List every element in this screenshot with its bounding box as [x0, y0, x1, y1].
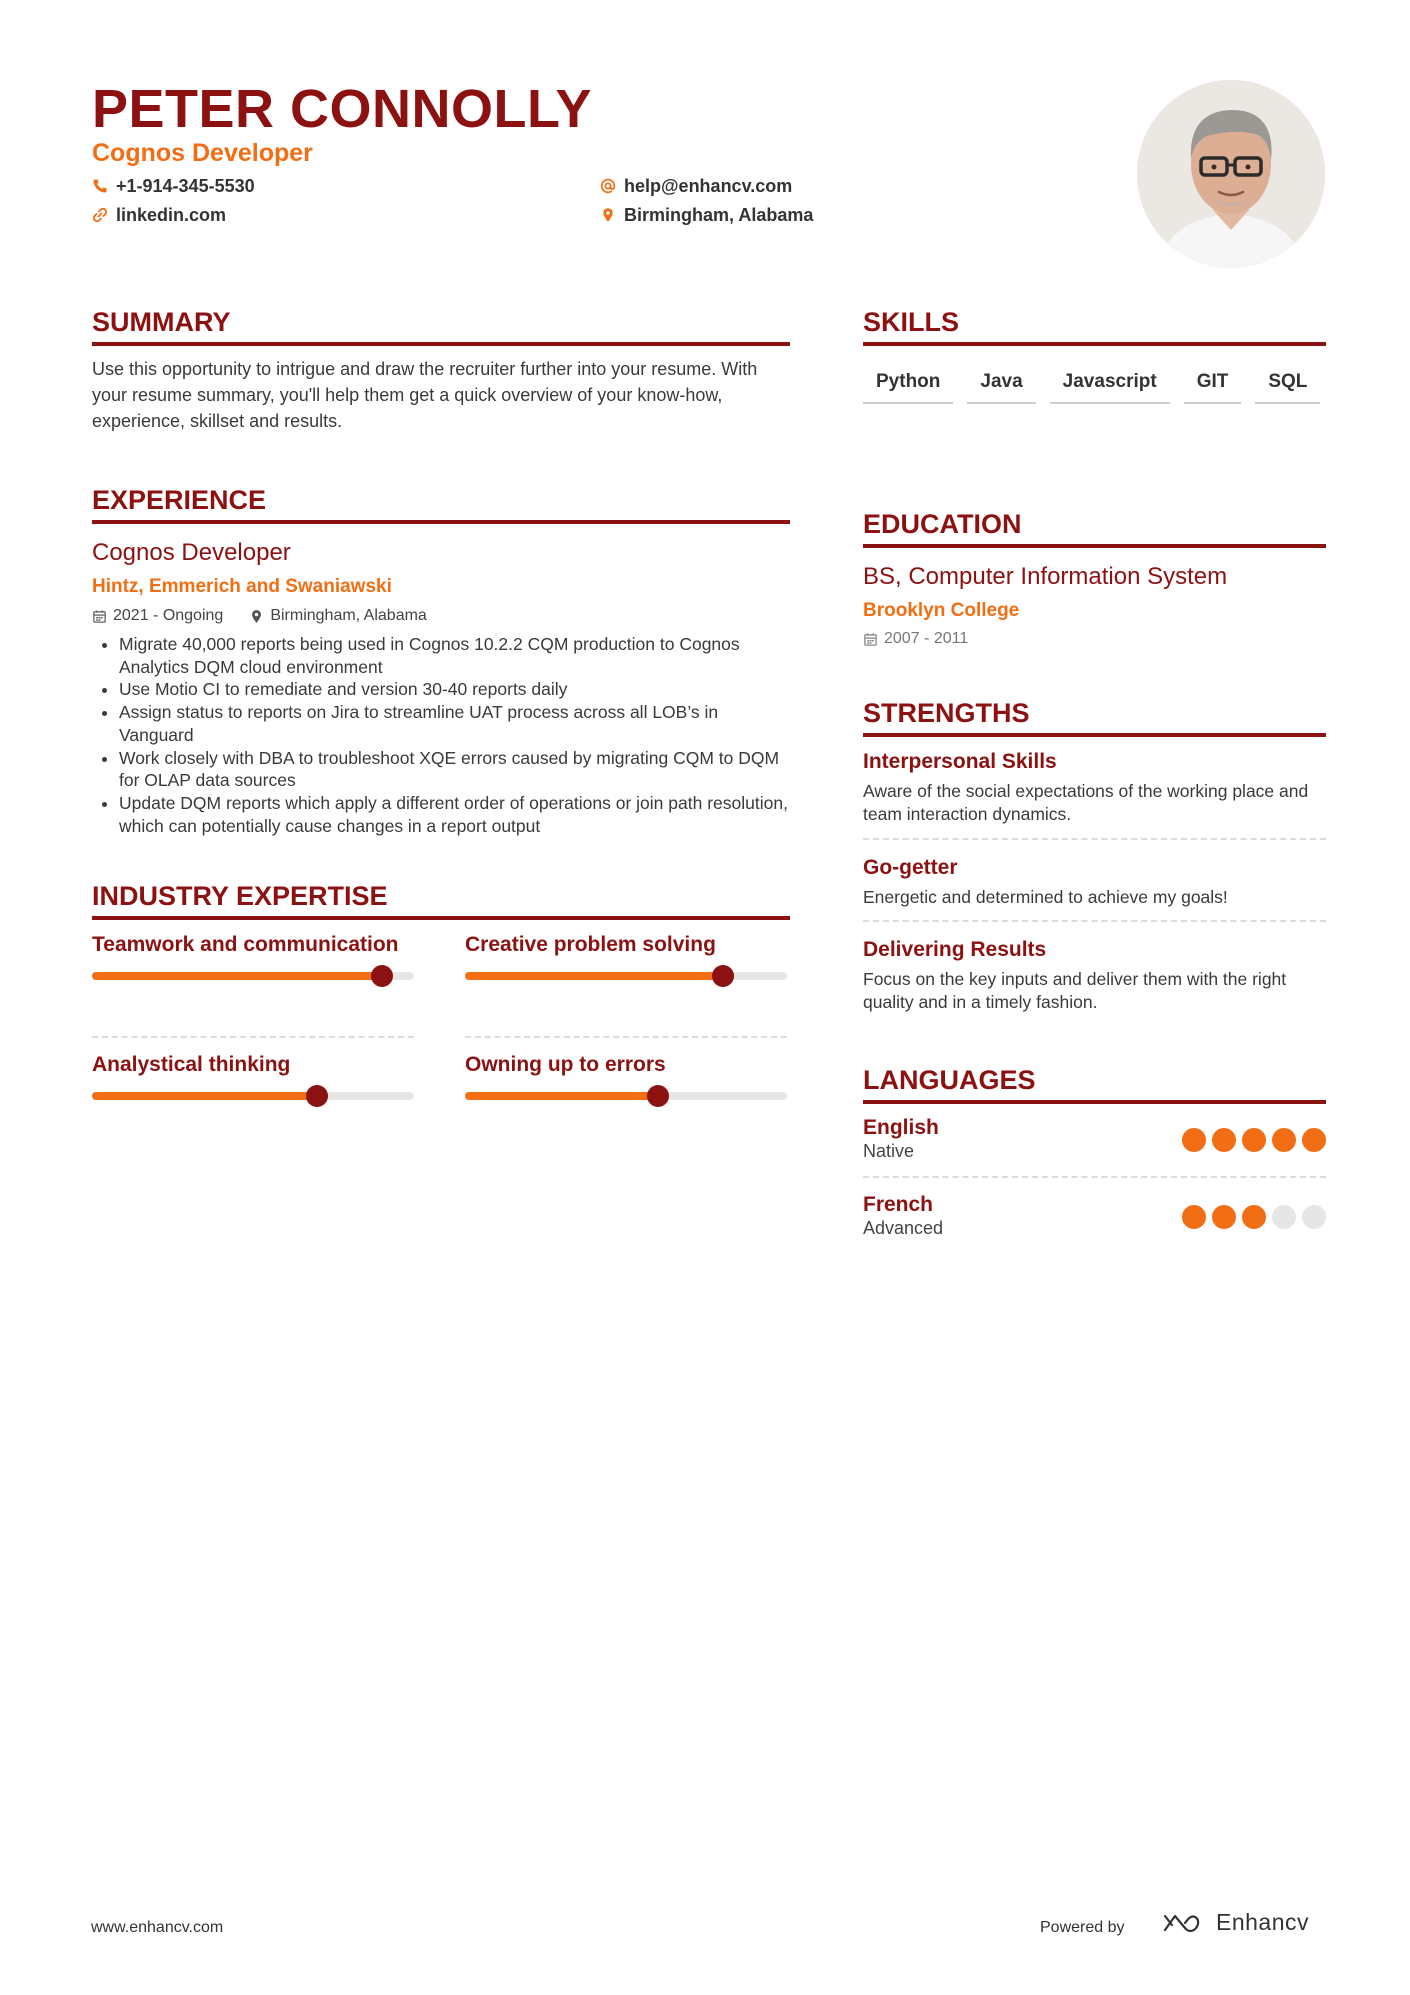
profile-photo [1137, 80, 1325, 268]
rating-dot [1242, 1128, 1266, 1152]
expertise-bar-knob [306, 1085, 328, 1107]
skills-section [863, 306, 1326, 346]
rating-dot [1212, 1128, 1236, 1152]
link-icon [92, 207, 108, 223]
expertise-item [92, 1052, 414, 1100]
skills-list [863, 370, 1326, 404]
contact-phone [92, 174, 255, 198]
expertise-bar-fill [92, 1092, 317, 1100]
summary-title: SUMMARY [92, 306, 790, 346]
candidate-role: Cognos Developer [92, 139, 313, 167]
expertise-bar [465, 972, 787, 980]
rating-dot [1302, 1128, 1326, 1152]
rating-dot [1212, 1205, 1236, 1229]
job-location [249, 605, 427, 627]
rating-dot [1182, 1128, 1206, 1152]
expertise-label: Teamwork and communication [92, 933, 399, 956]
job-dates [92, 605, 223, 627]
phone-text: +1-914-345-5530 [116, 176, 255, 196]
map-pin-icon [249, 609, 264, 624]
skill-tag: GIT [1184, 370, 1242, 404]
linkedin-text[interactable]: linkedin.com [116, 205, 227, 225]
language-level: Native [863, 1141, 915, 1161]
strength-title: Delivering Results [863, 938, 1047, 961]
expertise-bar-knob [647, 1085, 669, 1107]
skills-title: SKILLS [863, 306, 1326, 346]
education-dates [863, 628, 1326, 650]
languages-title: LANGUAGES [863, 1064, 1326, 1104]
experience-item [92, 538, 790, 837]
job-bullets [92, 633, 790, 837]
expertise-label: Owning up to errors [465, 1053, 666, 1076]
portrait-image [1137, 80, 1325, 268]
summary-text: Use this opportunity to intrigue and draw the recruiter further into your resume. With your resume summary, you'll help them get a quick overview of your know-how, experience, skillset and results. [92, 359, 758, 431]
expertise-label: Analystical thinking [92, 1053, 291, 1076]
strength-title: Interpersonal Skills [863, 750, 1057, 773]
job-bullet: • Use Motio CI to remediate and version 30-40 reports daily [119, 678, 790, 701]
summary-section [92, 306, 790, 434]
education-title: EDUCATION [863, 508, 1326, 548]
job-bullet: • Update DQM reports which apply a different order of operations or join path resolution, which can potentially cause changes in a report output [119, 792, 790, 837]
strength-title: Go-getter [863, 856, 958, 879]
job-company: Hintz, Emmerich and Swaniawski [92, 576, 392, 597]
divider [863, 1176, 1326, 1178]
map-pin-icon [600, 207, 616, 223]
calendar-icon [863, 632, 878, 647]
expertise-bar [465, 1092, 787, 1100]
experience-section [92, 484, 790, 837]
education-degree: BS, Computer Information System [863, 563, 1228, 590]
contact-linkedin[interactable] [92, 203, 226, 227]
contact-email[interactable] [600, 174, 792, 198]
rating-dot [1242, 1205, 1266, 1229]
phone-icon [92, 178, 108, 194]
location-text: Birmingham, Alabama [624, 205, 814, 225]
job-bullet: • Migrate 40,000 reports being used in Cognos 10.2.2 CQM production to Cognos Analytics DQM cloud environment [119, 633, 790, 678]
footer-powered-by: Powered by [1040, 1919, 1125, 1936]
language-rating [1182, 1205, 1326, 1229]
language-level: Advanced [863, 1218, 944, 1238]
expertise-bar [92, 972, 414, 980]
strength-item [863, 749, 1326, 826]
language-name: English [863, 1116, 939, 1139]
footer-website[interactable]: www.enhancv.com [91, 1919, 224, 1936]
job-bullet: • Assign status to reports on Jira to streamline UAT process across all LOB’s in Vanguard [119, 701, 790, 746]
divider [863, 920, 1326, 922]
contact-location [600, 203, 813, 227]
expertise-label: Creative problem solving [465, 933, 716, 956]
experience-title: EXPERIENCE [92, 484, 790, 524]
language-item [863, 1116, 1326, 1162]
education-section [863, 508, 1326, 650]
expertise-bar-knob [371, 965, 393, 987]
expertise-bar-fill [465, 972, 723, 980]
expertise-section [92, 880, 790, 920]
expertise-item [92, 932, 414, 980]
calendar-icon [92, 609, 107, 624]
strengths-section [863, 697, 1326, 737]
divider [863, 838, 1326, 840]
divider [465, 1036, 787, 1038]
rating-dot [1302, 1205, 1326, 1229]
enhancv-logo-icon [1162, 1911, 1208, 1935]
strengths-title: STRENGTHS [863, 697, 1326, 737]
rating-dot [1182, 1205, 1206, 1229]
strength-desc: Aware of the social expectations of the working place and team interaction dynamics. [863, 781, 1309, 824]
rating-dot [1272, 1205, 1296, 1229]
skill-tag: SQL [1255, 370, 1320, 404]
education-school: Brooklyn College [863, 600, 1020, 621]
rating-dot [1272, 1128, 1296, 1152]
enhancv-logo[interactable] [1162, 1909, 1309, 1936]
job-dates-text: 2021 - Ongoing [113, 607, 224, 624]
expertise-item [465, 932, 787, 980]
strength-item [863, 855, 1326, 909]
expertise-bar-fill [465, 1092, 658, 1100]
skill-tag: Python [863, 370, 953, 404]
expertise-bar [92, 1092, 414, 1100]
skill-tag: Javascript [1050, 370, 1170, 404]
at-icon [600, 178, 616, 194]
language-name: French [863, 1193, 934, 1216]
divider [92, 1036, 414, 1038]
email-text[interactable]: help@enhancv.com [624, 176, 793, 196]
strength-desc: Focus on the key inputs and deliver them with the right quality and in a timely fashion. [863, 969, 1287, 1012]
expertise-bar-fill [92, 972, 382, 980]
job-position: Cognos Developer [92, 539, 291, 566]
language-rating [1182, 1128, 1326, 1152]
languages-section [863, 1064, 1326, 1104]
strength-desc: Energetic and determined to achieve my goals! [863, 887, 1228, 907]
expertise-title: INDUSTRY EXPERTISE [92, 880, 790, 920]
education-dates-text: 2007 - 2011 [884, 630, 969, 647]
strength-item [863, 937, 1326, 1014]
job-bullet: • Work closely with DBA to troubleshoot XQE errors caused by migrating CQM to DQM for OLAP data sources [119, 747, 790, 792]
candidate-name: PETER CONNOLLY [92, 79, 593, 139]
job-meta [92, 605, 790, 627]
expertise-item [465, 1052, 787, 1100]
job-location-text: Birmingham, Alabama [270, 607, 427, 624]
expertise-bar-knob [712, 965, 734, 987]
language-item [863, 1193, 1326, 1239]
enhancv-logo-text: Enhancv [1216, 1909, 1310, 1935]
skill-tag: Java [967, 370, 1035, 404]
